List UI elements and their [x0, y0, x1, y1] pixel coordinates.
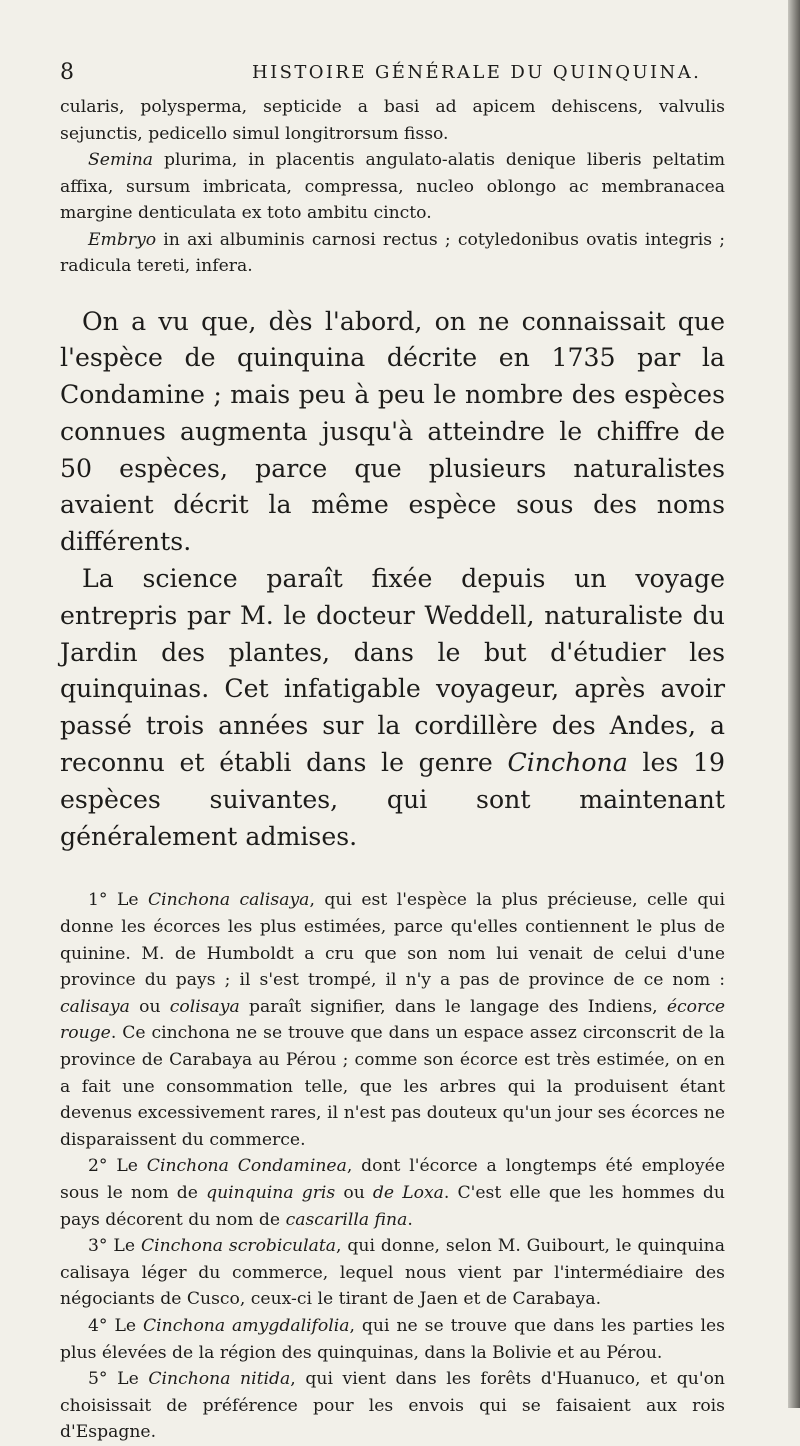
species-list: [60, 887, 725, 1445]
main-text: [60, 304, 725, 856]
latin-paragraph-semina: Semina plurima, in placentis angulato-alatis denique liberis peltatim affixa, sursum imbricata, compressa, nucleo oblongo ac membranacea margine denticulata ex toto ambitu cincto.: [60, 150, 725, 223]
running-head: [60, 60, 725, 94]
species-name: Cinchona amygdalifolia: [143, 1315, 350, 1336]
latin-paragraph-embryo: Embryo in axi albuminis carnosi rectus ; cotyledonibus ovatis integris ; radicula tereti, infera.: [60, 229, 725, 276]
latin-paragraph-capsula: cularis, polysperma, septicide a basi ad apicem dehiscens, valvulis sejunctis, pedicello simul longitrorsum fisso.: [60, 97, 725, 144]
species-item-1: 1° Le Cinchona calisaya, qui est l'espèce la plus précieuse, celle qui donne les écorces les plus estimées, parce qu'elles contiennent le plus de quinine. M. de Humboldt a cru que son nom lui venait de celui d'une province du pays ; il s'est trompé, il n'y a pas de province de ce nom : calisaya ou colisaya paraît signifier, dans le langage des Indiens, écorce rouge. Ce cinchona ne se trouve que dans un espace assez circonscrit de la province de Carabaya au Pérou ; comme son écorce est très estimée, on en a fait une consommation telle, que les arbres qui la produisent étant devenus excessivement rares, il n'est pas douteux qu'un jour ses écorces ne disparaissent du commerce.: [60, 890, 725, 1150]
species-item-2: 2° Le Cinchona Condaminea, dont l'écorce a longtemps été employée sous le nom de quinquina gris ou de Loxa. C'est elle que les hommes du pays décorent du nom de cascarilla fina.: [60, 1156, 725, 1230]
species-name: Cinchona calisaya: [148, 890, 310, 911]
page-number: 8: [60, 60, 75, 85]
species-item-3: 3° Le Cinchona scrobiculata, qui donne, selon M. Guibourt, le quinquina calisaya léger du commerce, lequel nous vient par l'intermédiaire des négociants de Cusco, ceux-ci le tirant de Jaen et de Carabaya.: [60, 1236, 725, 1310]
genus-name: Cinchona: [507, 748, 628, 778]
term-semina: Semina: [88, 150, 154, 170]
running-title: HISTOIRE GÉNÉRALE DU QUINQUINA.: [252, 62, 702, 83]
species-item-4: 4° Le Cinchona amygdalifolia, qui ne se trouve que dans les parties les plus élevées de la région des quinquinas, dans la Bolivie et au Pérou.: [60, 1315, 725, 1363]
term-embryo: Embryo: [88, 229, 157, 250]
species-item-5: 5° Le Cinchona nitida, qui vient dans les forêts d'Huanuco, et qu'on choisissait de préférence pour les envois qui se faisaient aux rois d'Espagne.: [60, 1369, 725, 1443]
page-edge-shadow: [788, 0, 800, 1408]
main-paragraph-2: La science paraît fixée depuis un voyage entrepris par M. le docteur Weddell, naturaliste du Jardin des plantes, dans le but d'étudier les quinquinas. Cet infatigable voyageur, après avoir passé trois années sur la cordillère des Andes, a reconnu et établi dans le genre Cinchona les 19 espèces suivantes, qui sont maintenant généralement admises.: [60, 564, 725, 851]
latin-description: [60, 94, 725, 280]
species-name: Cinchona scrobiculata: [140, 1236, 337, 1257]
species-name: Cinchona Condaminea: [146, 1156, 347, 1177]
main-paragraph-1: On a vu que, dès l'abord, on ne connaissait que l'espèce de quinquina décrite en 1735 par la Condamine ; mais peu à peu le nombre des espèces connues augmenta jusqu'à atteindre le chiffre de 50 espèces, parce que plusieurs naturalistes avaient décrit la même espèce sous des noms différents.: [60, 306, 725, 557]
book-page: [60, 60, 725, 1446]
species-name: Cinchona nitida: [148, 1369, 291, 1390]
